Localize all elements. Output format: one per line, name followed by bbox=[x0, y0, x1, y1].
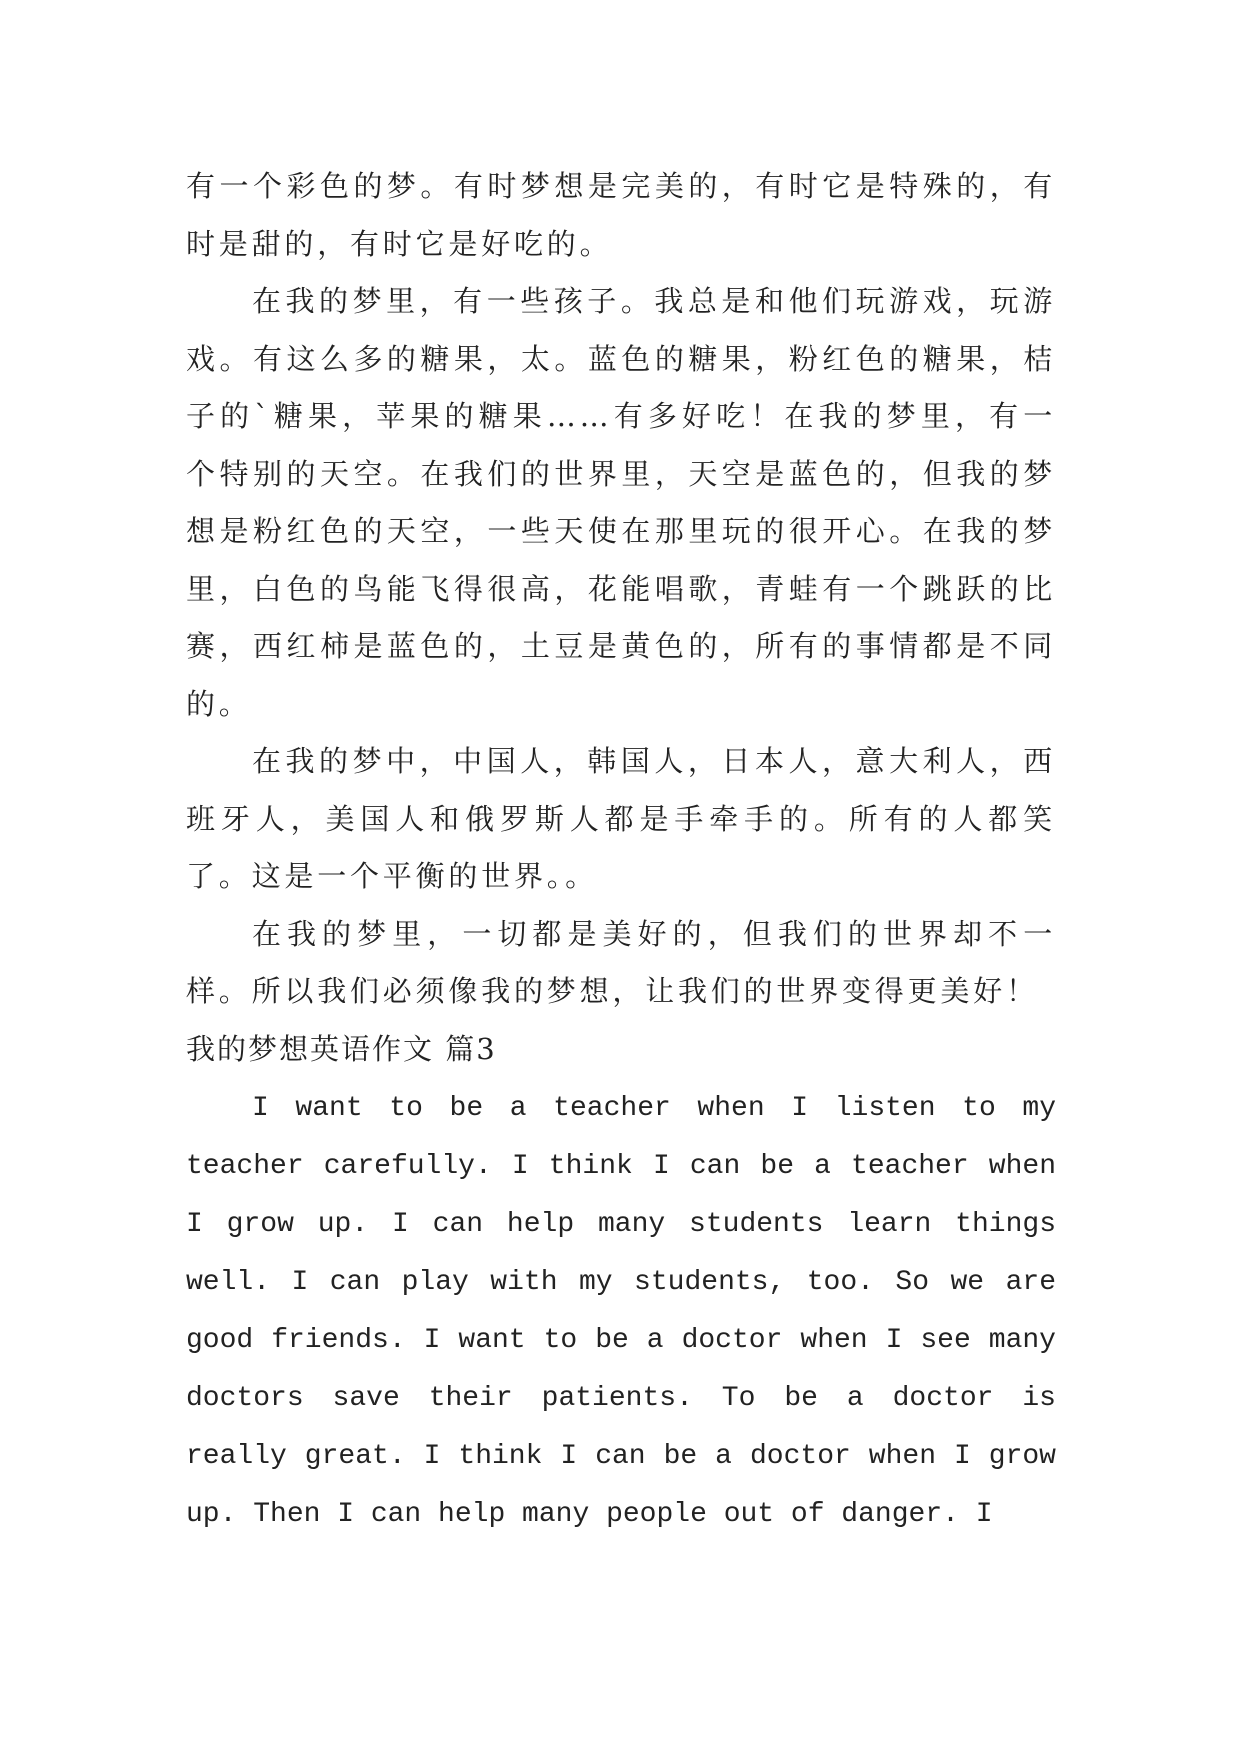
paragraph-children-candy-sky: 在我的梦里，有一些孩子。我总是和他们玩游戏，玩游戏。有这么多的糖果，太。蓝色的糖果，粉红色的糖果，桔子的`糖果，苹果的糖果……有多好吃！在我的梦里，有一个特别的天空。在我们的世界里，天空是蓝色的，但我的梦想是粉红色的天空，一些天使在那里玩的很开心。在我的梦里，白色的鸟能飞得很高，花能唱歌，青蛙有一个跳跃的比赛，西红柿是蓝色的，土豆是黄色的，所有的事情都是不同的。 bbox=[186, 284, 1056, 721]
paragraph-better-world: 在我的梦里，一切都是美好的，但我们的世界却不一样。所以我们必须像我的梦想，让我们的世界变得更美好！ bbox=[186, 916, 1056, 1008]
paragraph-hand-in-hand: 在我的梦中，中国人，韩国人，日本人，意大利人，西班牙人，美国人和俄罗斯人都是手牵手的。所有的人都笑了。这是一个平衡的世界。。 bbox=[186, 744, 1056, 893]
paragraph-colorful-dream: 有一个彩色的梦。有时梦想是完美的，有时它是特殊的，有时是甜的，有时它是好吃的。 bbox=[186, 169, 1056, 261]
document-page bbox=[186, 158, 1056, 1544]
english-paragraph: I want to be a teacher when I listen to my teacher carefully. I think I can be a teacher when I grow up. I can help many students learn things well. I can play with my students, too. So we are good friends. I want to be a doctor when I see many doctors save their patients. To be a doctor is really great. I think I can be a doctor when I grow up. Then I can help many people out of danger. I bbox=[186, 1093, 1056, 1530]
section-heading: 我的梦想英语作文 篇3 bbox=[186, 1031, 497, 1066]
